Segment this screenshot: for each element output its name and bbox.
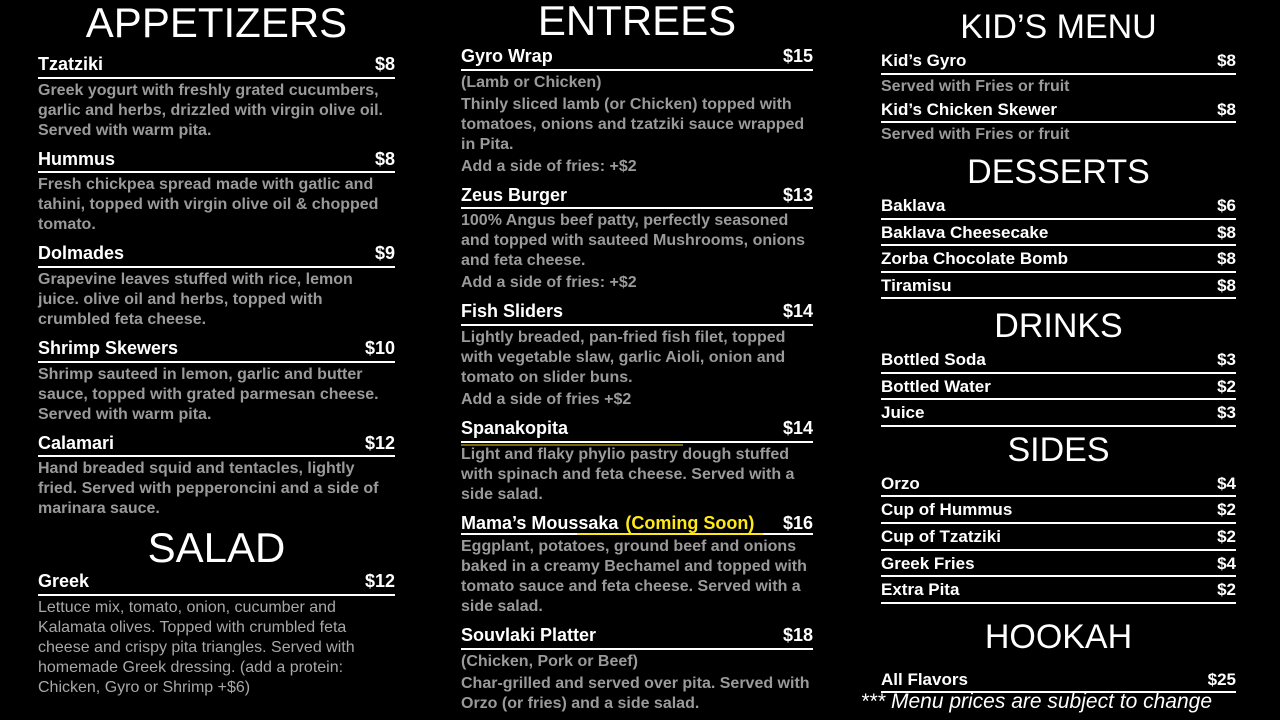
item-description: 100% Angus beef patty, perfectly seasoned and topped with sauteed Mushrooms, onions and feta cheese. bbox=[461, 212, 806, 270]
menu-item bbox=[461, 46, 813, 177]
menu-item bbox=[881, 580, 1236, 604]
item-row bbox=[461, 185, 813, 210]
item-price: $12 bbox=[364, 571, 395, 592]
item-row bbox=[38, 338, 395, 363]
item-row bbox=[881, 580, 1236, 604]
item-price: $8 bbox=[1217, 275, 1236, 295]
section-title: APPETIZERS bbox=[85, 0, 348, 46]
menu-item bbox=[881, 527, 1236, 551]
item-row bbox=[38, 433, 395, 458]
item-variant-note: (Lamb or Chicken) bbox=[461, 73, 602, 91]
item-price: $18 bbox=[782, 625, 813, 646]
item-row bbox=[38, 243, 395, 268]
item-row bbox=[881, 223, 1236, 247]
menu-item bbox=[461, 301, 813, 410]
section-title: ENTREES bbox=[537, 0, 737, 44]
item-name: Juice bbox=[881, 403, 925, 423]
section-salad bbox=[38, 524, 395, 698]
item-price: $12 bbox=[364, 432, 395, 453]
menu-column-center bbox=[461, 0, 813, 720]
item-price: $15 bbox=[782, 46, 813, 66]
item-row bbox=[881, 527, 1236, 551]
item-row bbox=[881, 500, 1236, 524]
item-description: Char-grilled and served over pita. Served with Orzo (or fries) and a side salad. bbox=[461, 675, 810, 713]
menu-item bbox=[881, 403, 1236, 427]
item-name: Baklava Cheesecake bbox=[881, 222, 1049, 242]
item-row bbox=[461, 418, 813, 443]
item-price: $6 bbox=[1217, 196, 1236, 216]
item-name: Tiramisu bbox=[881, 275, 952, 295]
menu-item bbox=[881, 51, 1236, 97]
item-addon-note: Add a side of fries +$2 bbox=[461, 391, 632, 409]
item-description: Grapevine leaves stuffed with rice, lemon juice. olive oil and herbs, topped with crumbled feta cheese. bbox=[38, 271, 353, 329]
item-description: Shrimp sauteed in lemon, garlic and butter sauce, topped with grated parmesan cheese. Served with warm pita. bbox=[38, 365, 379, 423]
section-title: KID’S MENU bbox=[960, 8, 1157, 46]
menu-item bbox=[38, 338, 395, 425]
item-addon-note: Add a side of fries: +$2 bbox=[461, 274, 637, 292]
item-row bbox=[881, 276, 1236, 300]
menu-item bbox=[881, 377, 1236, 401]
coming-soon-badge: (Coming Soon) bbox=[625, 512, 755, 533]
item-name: Bottled Water bbox=[881, 376, 991, 396]
menu-item bbox=[461, 418, 813, 505]
item-row bbox=[881, 403, 1236, 427]
item-price: $8 bbox=[374, 148, 395, 169]
item-description: Thinly sliced lamb (or Chicken) topped with tomatoes, onions and tzatziki sauce wrapped in Pita. bbox=[461, 95, 805, 153]
item-row bbox=[881, 350, 1236, 374]
item-row bbox=[881, 51, 1236, 75]
item-name: Kid’s Gyro bbox=[881, 51, 967, 70]
menu-item bbox=[38, 149, 395, 236]
item-row bbox=[881, 249, 1236, 273]
section-drinks bbox=[881, 309, 1236, 427]
item-description: Greek yogurt with freshly grated cucumbers, garlic and herbs, drizzled with virgin olive oil. Served with warm pita. bbox=[38, 81, 383, 139]
menu-item bbox=[881, 474, 1236, 498]
item-description: Light and flaky phylio pastry dough stuffed with spinach and feta cheese. Served with a side salad. bbox=[461, 445, 795, 503]
item-row bbox=[461, 46, 813, 71]
item-name: Fish Sliders bbox=[461, 301, 564, 322]
item-name: Gyro Wrap bbox=[461, 46, 553, 66]
item-name: Mama’s Moussaka bbox=[461, 512, 619, 533]
item-price: $16 bbox=[782, 512, 813, 533]
menu-footnote: *** Menu prices are subject to change bbox=[860, 690, 1212, 713]
section-kids-menu bbox=[881, 10, 1236, 145]
menu-item bbox=[38, 243, 395, 330]
menu-column-left bbox=[38, 0, 395, 720]
section-title: SIDES bbox=[1007, 430, 1110, 469]
menu-item bbox=[38, 571, 395, 698]
item-price: $3 bbox=[1217, 350, 1236, 370]
menu-item bbox=[881, 554, 1236, 578]
item-price: $25 bbox=[1207, 669, 1236, 689]
item-description: Hand breaded squid and tentacles, lightly fried. Served with pepperoncini and a side of marinara sauce. bbox=[38, 460, 379, 518]
item-name: Bottled Soda bbox=[881, 350, 986, 370]
item-price: $13 bbox=[782, 184, 813, 205]
section-title: SALAD bbox=[147, 524, 286, 572]
menu-item bbox=[881, 276, 1236, 300]
item-price: $14 bbox=[782, 418, 813, 439]
section-entrees bbox=[461, 0, 813, 714]
item-price: $9 bbox=[374, 243, 395, 264]
item-row bbox=[881, 196, 1236, 220]
menu-item bbox=[881, 249, 1236, 273]
item-price: $8 bbox=[1217, 99, 1236, 119]
section-title: DESSERTS bbox=[967, 153, 1150, 192]
menu-item bbox=[461, 513, 813, 618]
section-appetizers bbox=[38, 2, 395, 519]
item-description: Fresh chickpea spread made with gatlic and tahini, topped with virgin olive oil & chopped tomato. bbox=[38, 176, 379, 234]
item-name: Souvlaki Platter bbox=[461, 625, 597, 646]
item-name: Spanakopita bbox=[461, 418, 569, 439]
item-price: $2 bbox=[1217, 376, 1236, 396]
item-name: Shrimp Skewers bbox=[38, 338, 179, 359]
item-price: $8 bbox=[1217, 222, 1236, 242]
item-description: Served with Fries or fruit bbox=[881, 126, 1070, 144]
item-name: Orzo bbox=[881, 473, 920, 493]
menu-item bbox=[881, 196, 1236, 220]
item-row bbox=[881, 554, 1236, 578]
menu-item bbox=[881, 350, 1236, 374]
section-desserts bbox=[881, 155, 1236, 299]
item-name: Kid’s Chicken Skewer bbox=[881, 99, 1058, 119]
item-name: All Flavors bbox=[881, 669, 968, 689]
item-name: Dolmades bbox=[38, 243, 125, 264]
item-price: $4 bbox=[1217, 473, 1236, 493]
item-description: Served with Fries or fruit bbox=[881, 77, 1070, 95]
item-name: Hummus bbox=[38, 148, 116, 169]
item-price: $14 bbox=[782, 301, 813, 322]
item-name: Cup of Hummus bbox=[881, 500, 1013, 520]
item-row bbox=[881, 100, 1236, 124]
item-description: Lightly breaded, pan-fried fish filet, topped with vegetable slaw, garlic Aioli, onion and tomato on slider buns. bbox=[461, 329, 786, 387]
item-row bbox=[881, 377, 1236, 401]
item-name: Zeus Burger bbox=[461, 184, 568, 205]
item-name: Zorba Chocolate Bomb bbox=[881, 249, 1069, 269]
menu-item bbox=[881, 500, 1236, 524]
item-name: Calamari bbox=[38, 432, 115, 453]
item-row bbox=[461, 513, 813, 536]
item-row bbox=[38, 54, 395, 79]
item-variant-note: (Chicken, Pork or Beef) bbox=[461, 653, 638, 671]
item-price: $8 bbox=[1217, 51, 1236, 70]
item-description: Lettuce mix, tomato, onion, cucumber and Kalamata olives. Topped with crumbled feta cheese and crispy pita triangles. Served with homemade Greek dressing. (add a protein: Chicken, Gyro or Shrimp +$6) bbox=[38, 599, 355, 697]
menu-item bbox=[461, 185, 813, 294]
item-row bbox=[461, 301, 813, 326]
item-price: $2 bbox=[1217, 500, 1236, 520]
item-price: $8 bbox=[374, 54, 395, 74]
menu-item bbox=[881, 223, 1236, 247]
menu-item bbox=[461, 625, 813, 714]
menu-item bbox=[38, 433, 395, 520]
menu-column-right bbox=[881, 0, 1236, 720]
item-row bbox=[461, 625, 813, 650]
section-title: DRINKS bbox=[994, 307, 1123, 346]
item-price: $3 bbox=[1217, 403, 1236, 423]
section-hookah bbox=[881, 617, 1236, 694]
item-price: $10 bbox=[364, 338, 395, 359]
menu-item bbox=[38, 54, 395, 141]
section-sides bbox=[881, 430, 1236, 604]
section-title: HOOKAH bbox=[984, 617, 1133, 656]
item-row bbox=[38, 571, 395, 596]
item-price: $2 bbox=[1217, 580, 1236, 600]
menu-item bbox=[881, 100, 1236, 146]
item-name: Greek Fries bbox=[881, 553, 975, 573]
item-price: $4 bbox=[1217, 553, 1236, 573]
item-name: Cup of Tzatziki bbox=[881, 527, 1001, 547]
item-addon-note: Add a side of fries: +$2 bbox=[461, 157, 637, 175]
item-name: Extra Pita bbox=[881, 580, 960, 600]
item-name: Baklava bbox=[881, 196, 946, 216]
item-name: Tzatziki bbox=[38, 54, 104, 74]
item-row bbox=[38, 149, 395, 174]
item-name-group bbox=[461, 513, 754, 534]
item-price: $2 bbox=[1217, 527, 1236, 547]
item-name: Greek bbox=[38, 571, 90, 592]
item-row bbox=[881, 474, 1236, 498]
item-description: Eggplant, potatoes, ground beef and onions baked in a creamy Bechamel and topped with tomato sauce and feta cheese. Served with a side salad. bbox=[461, 538, 807, 616]
item-price: $8 bbox=[1217, 249, 1236, 269]
